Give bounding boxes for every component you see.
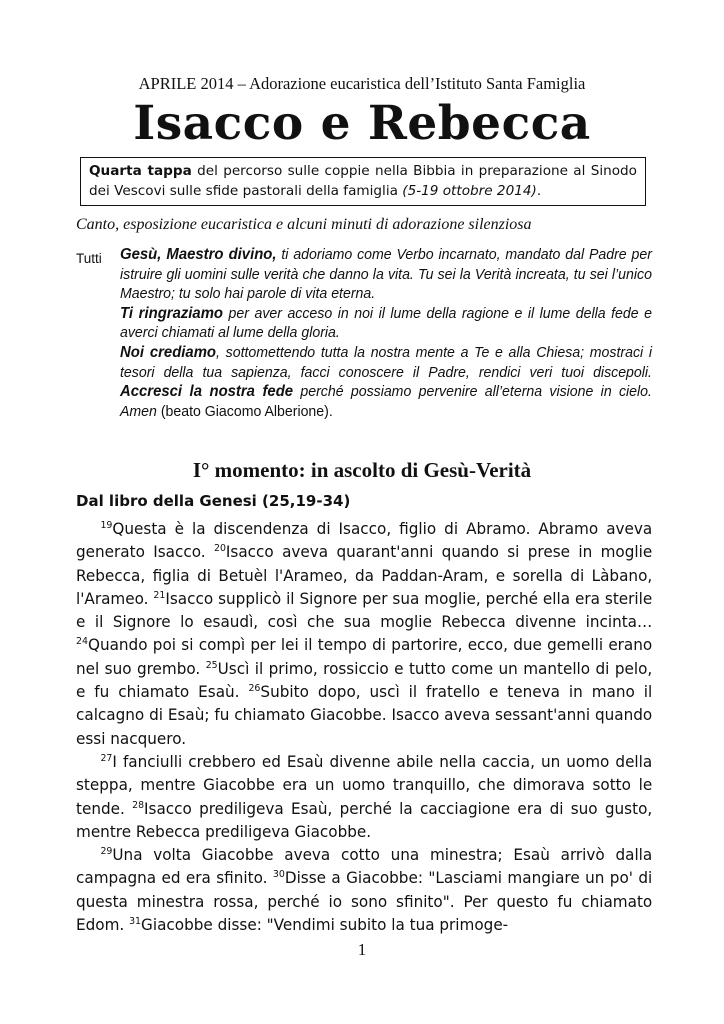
header-line: APRILE 2014 – Adorazione eucaristica dell’Istituto Santa Famiglia — [138, 74, 586, 93]
verse-number: 25 — [205, 659, 218, 671]
reading-paragraph — [76, 843, 652, 936]
verse-number: 28 — [132, 799, 145, 811]
intro-rubric: Canto, esposizione eucaristica e alcuni minuti di adorazione silenziosa — [76, 216, 532, 233]
verse-number: 31 — [129, 916, 142, 928]
reading-paragraph — [76, 517, 652, 750]
verse-text: Isacco aveva quarant'anni quando si prese in moglie Rebecca, figlia di Betuèl l'Arameo, da Paddan-Aram, e sorella di Làbano, l'Arameo. — [76, 542, 653, 608]
verse-text: Disse a Giacobbe: "Lasciami mangiare un po' di questa minestra rossa, perché io sono sfinito". Per questo fu chiamato Edom. — [76, 868, 653, 935]
info-box-dates: (5-19 ottobre 2014) — [402, 183, 537, 199]
info-box — [80, 157, 646, 206]
prayer-bold: Ti ringraziamo — [120, 304, 224, 322]
verse-number: 29 — [100, 846, 113, 858]
prayer-paragraph — [120, 304, 652, 343]
verse-text: Isacco supplicò il Signore per sua moglie, perché ella era sterile e il Signore lo esaudì, così che sua moglie Rebecca divenne incinta… — [76, 588, 653, 632]
info-box-bold: Quarta tappa — [89, 163, 192, 179]
verse-text: Quando poi si compì per lei il tempo di partorire, ecco, due gemelli erano nel suo grembo. — [76, 635, 653, 678]
prayer-attribution: (beato Giacomo Alberione). — [156, 402, 333, 420]
verse-text: Una volta Giacobbe aveva cotto una minestra; Esaù arrivò dalla campagna ed era sfinito. — [76, 845, 653, 888]
prayer-paragraph — [120, 245, 652, 304]
prayer-bold: Noi crediamo — [120, 343, 217, 361]
prayer-span: perché possiamo pervenire all’eterna visione in cielo. Amen — [120, 383, 652, 420]
section-title: I° momento: in ascolto di Gesù-Verità — [192, 458, 532, 482]
verse-text: Subito dopo, uscì il fratello e teneva in mano il calcagno di Esaù; fu chiamato Giacobbe. Isacco aveva sessant'anni quando essi nacquero. — [76, 682, 653, 748]
verse-text: I fanciulli crebbero ed Esaù divenne abile nella caccia, un uomo della steppa, mentre Giacobbe era un uomo tranquillo, che dimorava sotto le tende. — [76, 751, 653, 818]
verse-text: Giacobbe disse: "Vendimi subito la tua primoge- — [141, 915, 509, 935]
prayer-span: ti adoriamo come Verbo incarnato, mandato dal Padre per istruire gli uomini sulle verità che danno la vita. Tu sei la Verità increata, tu sei l’unico Maestro; tu solo hai parole di vita eterna. — [120, 246, 652, 303]
prayer-paragraph — [120, 343, 652, 421]
reading-source: Dal libro della Genesi (25,19-34) — [76, 492, 351, 510]
verse-number: 26 — [248, 683, 261, 695]
prayer-text — [120, 245, 652, 421]
info-box-end: . — [536, 183, 542, 199]
prayer-span: per aver acceso in noi il lume della ragione e il lume della fede e averci chiamati al lume della gloria. — [120, 304, 652, 342]
verse-text: Questa è la discendenza di Isacco, figlio di Abramo. Abramo aveva generato Isacco. — [76, 519, 653, 562]
verse-text: Uscì il primo, rossiccio e tutto come un mantello di pelo, e fu chiamato Esaù. — [76, 658, 653, 702]
verse-text: Isacco prediligeva Esaù, perché la cacciagione era di suo gusto, mentre Rebecca prediligeva Giacobbe. — [76, 798, 653, 841]
verse-number: 30 — [272, 869, 285, 881]
info-box-text: del percorso sulle coppie nella Bibbia in preparazione al Sinodo dei Vescovi sulle sfide pastorali della famiglia — [89, 163, 637, 199]
page-title: Isacco e Rebecca — [133, 96, 591, 151]
prayer-bold: Accresci la nostra fede — [120, 383, 294, 401]
verse-number: 20 — [213, 543, 226, 555]
verse-number: 24 — [76, 636, 88, 648]
reading-text — [76, 517, 652, 936]
page-number: 1 — [357, 940, 367, 959]
reading-paragraph — [76, 750, 652, 843]
prayer-span: , sottomettendo tutta la nostra mente a Te e alla Chiesa; mostraci i tesori della tua sapienza, facci conoscere il Padre, rendici veri tuoi discepoli. — [120, 343, 652, 381]
verse-number: 19 — [100, 520, 113, 531]
verse-number: 27 — [100, 752, 113, 764]
prayer-label: Tutti — [76, 251, 102, 266]
prayer-bold: Gesù, Maestro divino, — [120, 246, 277, 263]
verse-number: 21 — [153, 589, 166, 601]
